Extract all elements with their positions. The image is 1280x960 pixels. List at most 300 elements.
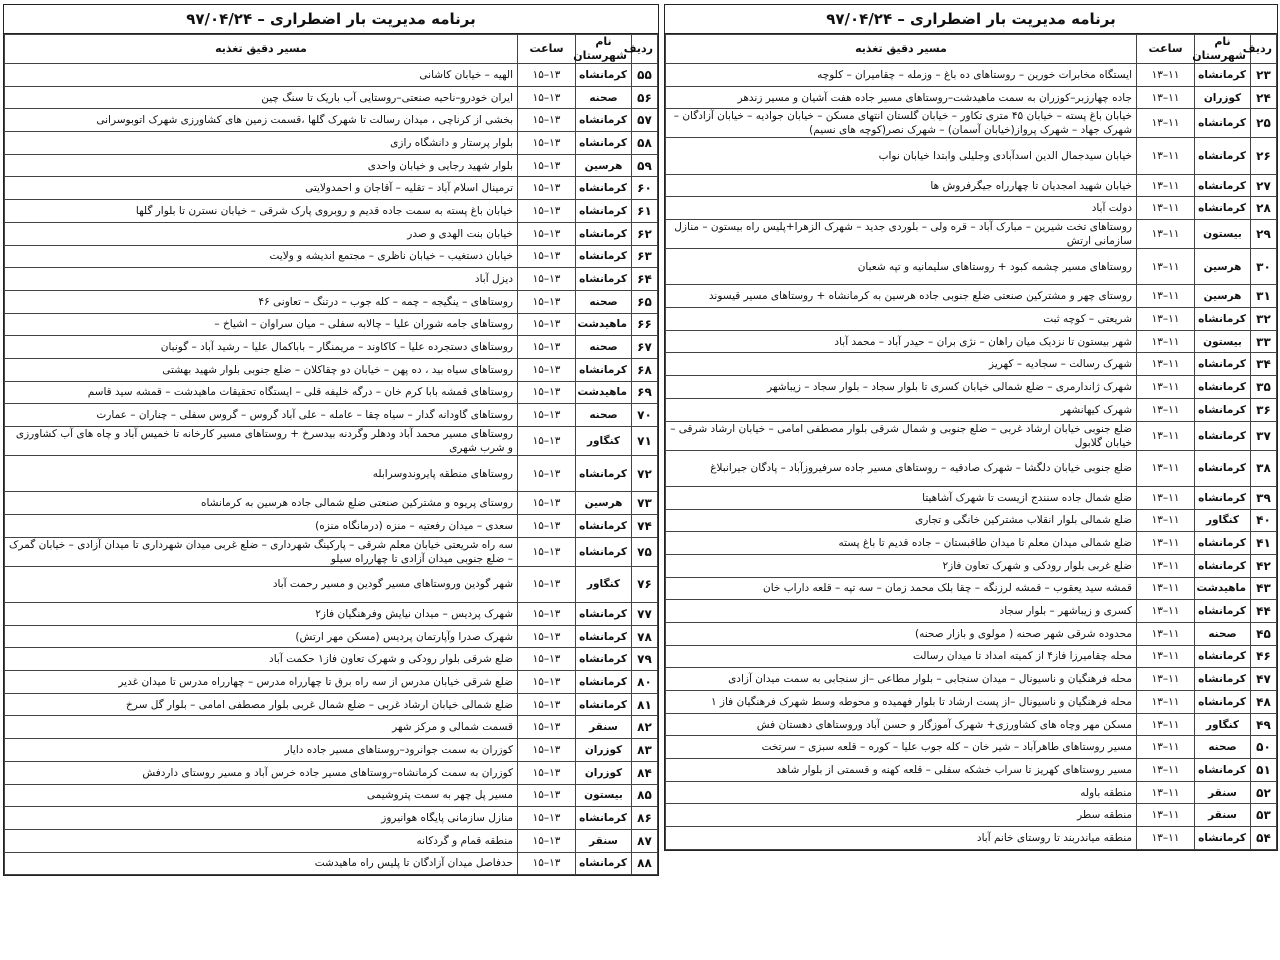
row-route: ضلع غربی بلوار رودکی و شهرک تعاون فاز۲	[666, 554, 1137, 577]
row-city: کرمانشاه	[1195, 645, 1251, 668]
row-route: روستاهای – ینگیجه – چمه – کله جوب – درتنگ – تعاونی ۴۶	[5, 290, 518, 313]
row-city: کرمانشاه	[576, 625, 632, 648]
row-time: ۱۳–۱۱	[1137, 827, 1195, 850]
table-row	[666, 138, 1277, 174]
table-row	[666, 285, 1277, 308]
row-number: ۶۶	[632, 313, 658, 336]
table-row	[5, 336, 658, 359]
row-city: کرمانشاه	[576, 268, 632, 291]
row-time: ۱۳–۱۱	[1137, 308, 1195, 331]
row-number: ۶۴	[632, 268, 658, 291]
row-city: کرمانشاه	[576, 177, 632, 200]
row-route: روستاهای مسیر چشمه کبود + روستاهای سلیمانیه و تپه شعبان	[666, 249, 1137, 285]
row-time: ۱۵–۱۳	[518, 537, 576, 566]
row-time: ۱۵–۱۳	[518, 290, 576, 313]
row-number: ۲۸	[1251, 197, 1277, 220]
row-route: روستاهای جامه شوران علیا – چالابه سفلی – میان سراوان – اشیاخ –	[5, 313, 518, 336]
row-route: الهیه – خیابان کاشانی	[5, 64, 518, 87]
row-number: ۵۶	[632, 86, 658, 109]
table-row	[5, 784, 658, 807]
row-route: خیابان باغ پسته به سمت جاده قدیم و روبروی پارک شرقی – خیابان نسترن تا بلوار گلها	[5, 200, 518, 223]
row-time: ۱۵–۱۳	[518, 222, 576, 245]
row-route: ضلع شرقی بلوار رودکی و شهرک تعاون فاز۱ حکمت آباد	[5, 648, 518, 671]
row-city: ماهیدشت	[1195, 577, 1251, 600]
row-number: ۵۸	[632, 132, 658, 155]
row-number: ۸۲	[632, 716, 658, 739]
header-num: ردیف	[1251, 35, 1277, 64]
row-city: کرمانشاه	[576, 200, 632, 223]
row-time: ۱۵–۱۳	[518, 86, 576, 109]
table-row	[5, 693, 658, 716]
row-city: کرمانشاه	[1195, 421, 1251, 450]
row-time: ۱۵–۱۳	[518, 761, 576, 784]
row-route: ضلع شمالی بلوار انقلاب مشترکین خانگی و تجاری	[666, 509, 1137, 532]
row-route: روستاهای قمشه بابا کرم خان – درگه خلیفه قلی – ایستگاه تحقیقات ماهیدشت – قمشه سید قاسم	[5, 381, 518, 404]
row-time: ۱۵–۱۳	[518, 313, 576, 336]
row-number: ۴۶	[1251, 645, 1277, 668]
row-time: ۱۵–۱۳	[518, 64, 576, 87]
header-route: مسیر دقیق تغذیه	[5, 35, 518, 64]
row-number: ۵۰	[1251, 736, 1277, 759]
row-number: ۷۵	[632, 537, 658, 566]
row-route: روستاهای دستجرده علیا – کاکاوند – مریمنگار – باباکمال علیا – رشید آباد – گونبان	[5, 336, 518, 359]
header-city: نام شهرستان	[576, 35, 632, 64]
row-route: سعدی – میدان رفعتیه – منزه (درمانگاه منزه)	[5, 515, 518, 538]
row-number: ۳۳	[1251, 330, 1277, 353]
row-time: ۱۳–۱۱	[1137, 109, 1195, 138]
row-city: هرسین	[576, 492, 632, 515]
row-number: ۸۶	[632, 807, 658, 830]
row-city: کنگاور	[576, 566, 632, 602]
row-route: خیابان شهید امجدیان تا چهارراه جیگرفروش ها	[666, 174, 1137, 197]
row-route: روستاهای سیاه بید ، ده پهن – خیابان دو چقاکلان – ضلع جنوبی بلوار شهید بهشتی	[5, 358, 518, 381]
row-route: ضلع شمالی خیابان ارشاد غربی – ضلع شمال غربی بلوار مصطفی امامی – بلوار گل سرخ	[5, 693, 518, 716]
table-row	[5, 852, 658, 875]
table-row	[666, 450, 1277, 486]
row-time: ۱۵–۱۳	[518, 739, 576, 762]
row-city: کرمانشاه	[1195, 308, 1251, 331]
row-number: ۵۹	[632, 154, 658, 177]
row-city: کوزران	[1195, 86, 1251, 109]
row-number: ۶۸	[632, 358, 658, 381]
table-row	[5, 739, 658, 762]
row-route: بخشی از کرناچی ، میدان رسالت تا شهرک گلها ،قسمت زمین های کشاورزی شهرک اتوبوسرانی	[5, 109, 518, 132]
row-number: ۲۷	[1251, 174, 1277, 197]
table-row	[666, 376, 1277, 399]
row-city: هرسین	[576, 154, 632, 177]
table-row	[5, 86, 658, 109]
table-row	[666, 804, 1277, 827]
row-time: ۱۳–۱۱	[1137, 197, 1195, 220]
row-route: منطقه میاندربند تا روستای خانم آباد	[666, 827, 1137, 850]
row-number: ۶۳	[632, 245, 658, 268]
row-city: هرسین	[1195, 285, 1251, 308]
schedule-sheet-right	[664, 4, 1278, 851]
row-time: ۱۵–۱۳	[518, 109, 576, 132]
table-row	[5, 566, 658, 602]
row-route: روستاهای گاودانه گدار – سیاه چقا – عامله – علی آباد گروس – گروس سفلی – چناران – عمارت	[5, 404, 518, 427]
row-city: بیستون	[1195, 220, 1251, 249]
row-number: ۷۳	[632, 492, 658, 515]
row-time: ۱۳–۱۱	[1137, 450, 1195, 486]
table-row	[666, 759, 1277, 782]
row-city: سنقر	[576, 829, 632, 852]
row-number: ۷۲	[632, 456, 658, 492]
row-time: ۱۵–۱۳	[518, 427, 576, 456]
row-number: ۵۵	[632, 64, 658, 87]
row-time: ۱۳–۱۱	[1137, 554, 1195, 577]
row-route: حدفاصل میدان آزادگان تا پلیس راه ماهیدشت	[5, 852, 518, 875]
row-time: ۱۳–۱۱	[1137, 486, 1195, 509]
row-city: کنگاور	[1195, 713, 1251, 736]
table-row	[5, 492, 658, 515]
row-route: دیزل آباد	[5, 268, 518, 291]
row-city: کرمانشاه	[1195, 174, 1251, 197]
table-row	[5, 625, 658, 648]
table-body	[5, 64, 658, 875]
table-row	[666, 421, 1277, 450]
table-row	[666, 668, 1277, 691]
table-row	[5, 829, 658, 852]
row-route: مسکن مهر وچاه های کشاورزی+ شهرک آموزگار و حسن آباد وروستاهای دهستان فش	[666, 713, 1137, 736]
row-number: ۴۸	[1251, 691, 1277, 714]
row-number: ۸۵	[632, 784, 658, 807]
table-row	[5, 64, 658, 87]
row-city: کرمانشاه	[576, 64, 632, 87]
row-city: صحنه	[1195, 622, 1251, 645]
row-route: ضلع جنوبی خیابان دلگشا – شهرک صادقیه – روستاهای مسیر جاده سرفیروزآباد – پادگان جیرانبلاغ	[666, 450, 1137, 486]
row-city: کرمانشاه	[576, 456, 632, 492]
row-number: ۳۹	[1251, 486, 1277, 509]
row-number: ۲۴	[1251, 86, 1277, 109]
table-row	[5, 807, 658, 830]
row-city: کرمانشاه	[1195, 353, 1251, 376]
row-route: شهر گودین وروستاهای مسیر گودین و مسیر رحمت آباد	[5, 566, 518, 602]
row-city: بیستون	[1195, 330, 1251, 353]
row-route: دولت آباد	[666, 197, 1137, 220]
row-city: کرمانشاه	[1195, 827, 1251, 850]
row-city: کرمانشاه	[1195, 197, 1251, 220]
row-route: مسیر روستاهای طاهرآباد – شیر خان – کله جوب علیا – کوره – قلعه سبزی – سرتخت	[666, 736, 1137, 759]
row-number: ۸۱	[632, 693, 658, 716]
row-number: ۶۱	[632, 200, 658, 223]
sheet-title: برنامه مدیریت بار اضطراری – ۹۷/۰۴/۲۴	[4, 5, 658, 34]
row-city: سنقر	[576, 716, 632, 739]
row-route: منازل سازمانی پایگاه هوانیروز	[5, 807, 518, 830]
row-time: ۱۳–۱۱	[1137, 220, 1195, 249]
row-time: ۱۵–۱۳	[518, 784, 576, 807]
row-number: ۷۹	[632, 648, 658, 671]
row-time: ۱۳–۱۱	[1137, 421, 1195, 450]
row-time: ۱۵–۱۳	[518, 200, 576, 223]
table-row	[5, 515, 658, 538]
row-time: ۱۵–۱۳	[518, 625, 576, 648]
row-time: ۱۵–۱۳	[518, 132, 576, 155]
row-route: کسری و زیباشهر – بلوار سجاد	[666, 600, 1137, 623]
row-number: ۷۰	[632, 404, 658, 427]
table-row	[666, 330, 1277, 353]
row-number: ۵۱	[1251, 759, 1277, 782]
row-time: ۱۳–۱۱	[1137, 330, 1195, 353]
schedule-table	[665, 34, 1277, 850]
row-route: ضلع شرقی خیابان مدرس از سه راه برق تا چهارراه مدرس – چهارراه مدرس تا میدان غدیر	[5, 671, 518, 694]
row-time: ۱۳–۱۱	[1137, 138, 1195, 174]
row-route: روستای چهر و مشترکین صنعتی ضلع جنوبی جاده هرسین به کرمانشاه + روستاهای مسیر قیسوند	[666, 285, 1137, 308]
row-time: ۱۳–۱۱	[1137, 600, 1195, 623]
row-time: ۱۵–۱۳	[518, 807, 576, 830]
row-time: ۱۳–۱۱	[1137, 509, 1195, 532]
row-number: ۶۲	[632, 222, 658, 245]
row-number: ۸۷	[632, 829, 658, 852]
row-route: سه راه شریعتی خیابان معلم شرقی – پارکینگ شهرداری – ضلع غربی میدان شهرداری تا میدان آزادی – خیابان گمرک – ضلع جنوبی میدان آزادی تا چهارراه سیلو	[5, 537, 518, 566]
row-route: خیابان بنت الهدی و صدر	[5, 222, 518, 245]
row-number: ۴۳	[1251, 577, 1277, 600]
row-number: ۵۷	[632, 109, 658, 132]
row-city: صحنه	[1195, 736, 1251, 759]
table-row	[666, 249, 1277, 285]
row-city: کرمانشاه	[1195, 64, 1251, 87]
row-number: ۴۱	[1251, 532, 1277, 555]
row-city: کرمانشاه	[576, 537, 632, 566]
table-row	[5, 177, 658, 200]
table-row	[666, 308, 1277, 331]
row-route: بلوار پرستار و دانشگاه رازی	[5, 132, 518, 155]
table-row	[666, 645, 1277, 668]
row-time: ۱۵–۱۳	[518, 716, 576, 739]
table-row	[5, 537, 658, 566]
table-row	[5, 648, 658, 671]
row-number: ۲۶	[1251, 138, 1277, 174]
table-row	[666, 197, 1277, 220]
row-route: ایستگاه مخابرات خورین – روستاهای ده باغ – وزمله – چقامیران – کلوچه	[666, 64, 1137, 87]
table-row	[666, 486, 1277, 509]
table-row	[5, 313, 658, 336]
row-number: ۸۰	[632, 671, 658, 694]
row-number: ۷۶	[632, 566, 658, 602]
table-row	[666, 64, 1277, 87]
row-route: منطقه باوله	[666, 781, 1137, 804]
row-city: کرمانشاه	[576, 132, 632, 155]
table-row	[666, 554, 1277, 577]
row-time: ۱۳–۱۱	[1137, 532, 1195, 555]
row-time: ۱۳–۱۱	[1137, 285, 1195, 308]
row-route: خیابان سیدجمال الدین اسدآبادی وجلیلی وابتدا خیابان نواب	[666, 138, 1137, 174]
row-time: ۱۳–۱۱	[1137, 691, 1195, 714]
row-number: ۳۰	[1251, 249, 1277, 285]
row-city: ماهیدشت	[576, 313, 632, 336]
row-city: کرمانشاه	[1195, 554, 1251, 577]
row-number: ۸۳	[632, 739, 658, 762]
header-time: ساعت	[1137, 35, 1195, 64]
row-number: ۴۷	[1251, 668, 1277, 691]
row-city: کرمانشاه	[576, 222, 632, 245]
row-number: ۶۰	[632, 177, 658, 200]
row-number: ۵۳	[1251, 804, 1277, 827]
row-city: کنگاور	[576, 427, 632, 456]
table-row	[5, 222, 658, 245]
table-body	[666, 64, 1277, 850]
row-time: ۱۳–۱۱	[1137, 781, 1195, 804]
row-number: ۳۲	[1251, 308, 1277, 331]
row-number: ۳۵	[1251, 376, 1277, 399]
row-number: ۲۹	[1251, 220, 1277, 249]
table-row	[5, 381, 658, 404]
row-route: شهر بیستون تا نزدیک میان راهان – نژی بران – حیدر آباد – محمد آباد	[666, 330, 1137, 353]
row-time: ۱۵–۱۳	[518, 268, 576, 291]
schedule-table	[4, 34, 658, 875]
row-time: ۱۳–۱۱	[1137, 249, 1195, 285]
table-row	[5, 132, 658, 155]
row-route: روستای پریوه و مشترکین صنعتی ضلع شمالی جاده هرسین به کرمانشاه	[5, 492, 518, 515]
header-time: ساعت	[518, 35, 576, 64]
table-row	[666, 577, 1277, 600]
row-number: ۴۴	[1251, 600, 1277, 623]
row-route: جاده چهارزبر–کوزران به سمت ماهیدشت–روستاهای مسیر جاده هفت آشیان و مسیر زندهر	[666, 86, 1137, 109]
row-route: ضلع شمالی میدان معلم تا میدان طاقبستان – جاده قدیم تا باغ پسته	[666, 532, 1137, 555]
row-route: محله فرهنگیان و ناسیونال – میدان سنجابی – بلوار مطاعی –از سنجابی به سمت میدان آزادی	[666, 668, 1137, 691]
row-city: صحنه	[576, 290, 632, 313]
table-row	[666, 827, 1277, 850]
row-time: ۱۳–۱۱	[1137, 736, 1195, 759]
row-number: ۶۵	[632, 290, 658, 313]
row-city: کرمانشاه	[1195, 138, 1251, 174]
table-row	[5, 154, 658, 177]
row-city: کرمانشاه	[576, 693, 632, 716]
row-city: کرمانشاه	[576, 358, 632, 381]
table-row	[666, 532, 1277, 555]
row-route: خیابان دستغیب – خیابان ناظری – مجتمع اندیشه و ولایت	[5, 245, 518, 268]
row-route: ضلع شمال جاده سنندج ازیست تا شهرک آشاهیتا	[666, 486, 1137, 509]
row-route: قسمت شمالی و مرکز شهر	[5, 716, 518, 739]
row-city: کرمانشاه	[1195, 450, 1251, 486]
row-city: کرمانشاه	[1195, 109, 1251, 138]
table-row	[5, 268, 658, 291]
row-city: کرمانشاه	[576, 852, 632, 875]
row-city: صحنه	[576, 86, 632, 109]
row-city: کرمانشاه	[576, 515, 632, 538]
row-city: سنقر	[1195, 781, 1251, 804]
row-time: ۱۳–۱۱	[1137, 398, 1195, 421]
table-row	[5, 245, 658, 268]
table-row	[666, 509, 1277, 532]
row-number: ۳۷	[1251, 421, 1277, 450]
row-number: ۳۶	[1251, 398, 1277, 421]
table-row	[666, 398, 1277, 421]
row-number: ۷۷	[632, 603, 658, 626]
row-city: هرسین	[1195, 249, 1251, 285]
table-row	[666, 781, 1277, 804]
table-row	[5, 427, 658, 456]
row-time: ۱۵–۱۳	[518, 177, 576, 200]
row-time: ۱۵–۱۳	[518, 566, 576, 602]
table-row	[666, 736, 1277, 759]
row-route: ایران خودرو–ناحیه صنعتی–روستایی آب باریک تا سنگ چین	[5, 86, 518, 109]
row-number: ۶۹	[632, 381, 658, 404]
table-row	[666, 600, 1277, 623]
row-city: صحنه	[576, 336, 632, 359]
row-number: ۴۵	[1251, 622, 1277, 645]
table-row	[666, 174, 1277, 197]
row-city: کرمانشاه	[1195, 532, 1251, 555]
header-route: مسیر دقیق تغذیه	[666, 35, 1137, 64]
row-time: ۱۳–۱۱	[1137, 713, 1195, 736]
row-time: ۱۵–۱۳	[518, 456, 576, 492]
row-city: کرمانشاه	[576, 109, 632, 132]
row-city: کرمانشاه	[1195, 600, 1251, 623]
row-route: محله چقامیرزا فاز۴ از کمیته امداد تا میدان رسالت	[666, 645, 1137, 668]
row-city: کرمانشاه	[576, 807, 632, 830]
row-time: ۱۳–۱۱	[1137, 64, 1195, 87]
row-number: ۲۵	[1251, 109, 1277, 138]
row-route: مسیر روستاهای کهریز تا سراب خشکه سفلی – قلعه کهنه و قسمتی از بلوار شاهد	[666, 759, 1137, 782]
row-city: بیستون	[576, 784, 632, 807]
row-number: ۸۴	[632, 761, 658, 784]
table-row	[666, 622, 1277, 645]
table-row	[666, 353, 1277, 376]
row-city: کرمانشاه	[1195, 398, 1251, 421]
row-city: کرمانشاه	[1195, 759, 1251, 782]
table-row	[666, 86, 1277, 109]
row-time: ۱۵–۱۳	[518, 336, 576, 359]
row-time: ۱۳–۱۱	[1137, 622, 1195, 645]
table-row	[5, 671, 658, 694]
table-row	[666, 109, 1277, 138]
row-route: روستاهای منطقه پایروندوسرابله	[5, 456, 518, 492]
row-city: کرمانشاه	[1195, 691, 1251, 714]
table-row	[5, 404, 658, 427]
row-route: شهرک رسالت – سجادیه – کهریز	[666, 353, 1137, 376]
row-route: مسیر پل چهر به سمت پتروشیمی	[5, 784, 518, 807]
row-time: ۱۵–۱۳	[518, 358, 576, 381]
row-city: کرمانشاه	[1195, 668, 1251, 691]
row-city: صحنه	[576, 404, 632, 427]
header-city: نام شهرستان	[1195, 35, 1251, 64]
row-city: کنگاور	[1195, 509, 1251, 532]
row-city: کوزران	[576, 739, 632, 762]
row-route: خیابان باغ پسته – خیابان ۴۵ متری تکاور – خیابان گلستان انتهای مسکن – خیابان جوادیه – خیابان آزادگان – شهرک جهاد – شهرک پرواز(خیابان آسمان) – شهرک نصر(کوچه های نسیم)	[666, 109, 1137, 138]
table-header-row	[5, 35, 658, 64]
row-route: شهرک صدرا وآپارتمان پردیس (مسکن مهر ارتش)	[5, 625, 518, 648]
table-header-row	[666, 35, 1277, 64]
row-number: ۴۰	[1251, 509, 1277, 532]
table-row	[5, 358, 658, 381]
row-route: منطقه سطر	[666, 804, 1137, 827]
row-time: ۱۵–۱۳	[518, 492, 576, 515]
row-time: ۱۵–۱۳	[518, 245, 576, 268]
row-number: ۲۳	[1251, 64, 1277, 87]
row-route: محدوده شرقی شهر صحنه ( مولوی و بازار صحنه)	[666, 622, 1137, 645]
row-number: ۴۹	[1251, 713, 1277, 736]
row-city: کرمانشاه	[576, 603, 632, 626]
row-time: ۱۵–۱۳	[518, 829, 576, 852]
row-city: سنقر	[1195, 804, 1251, 827]
row-time: ۱۳–۱۱	[1137, 376, 1195, 399]
row-route: ترمینال اسلام آباد – تقلیه – آقاجان و احمدولایتی	[5, 177, 518, 200]
schedule-sheet-left	[3, 4, 659, 876]
sheet-title: برنامه مدیریت بار اضطراری – ۹۷/۰۴/۲۴	[665, 5, 1277, 34]
table-row	[5, 716, 658, 739]
row-number: ۶۷	[632, 336, 658, 359]
row-number: ۴۲	[1251, 554, 1277, 577]
row-route: روستاهای مسیر محمد آباد ودهلر وگردنه بیدسرخ + روستاهای مسیر کارخانه تا خمیس آباد و چاه های آب کشاورزی و شرب شهری	[5, 427, 518, 456]
row-time: ۱۵–۱۳	[518, 404, 576, 427]
table-row	[5, 109, 658, 132]
table-row	[666, 713, 1277, 736]
row-time: ۱۳–۱۱	[1137, 174, 1195, 197]
row-time: ۱۳–۱۱	[1137, 668, 1195, 691]
row-city: کرمانشاه	[576, 648, 632, 671]
row-number: ۷۴	[632, 515, 658, 538]
